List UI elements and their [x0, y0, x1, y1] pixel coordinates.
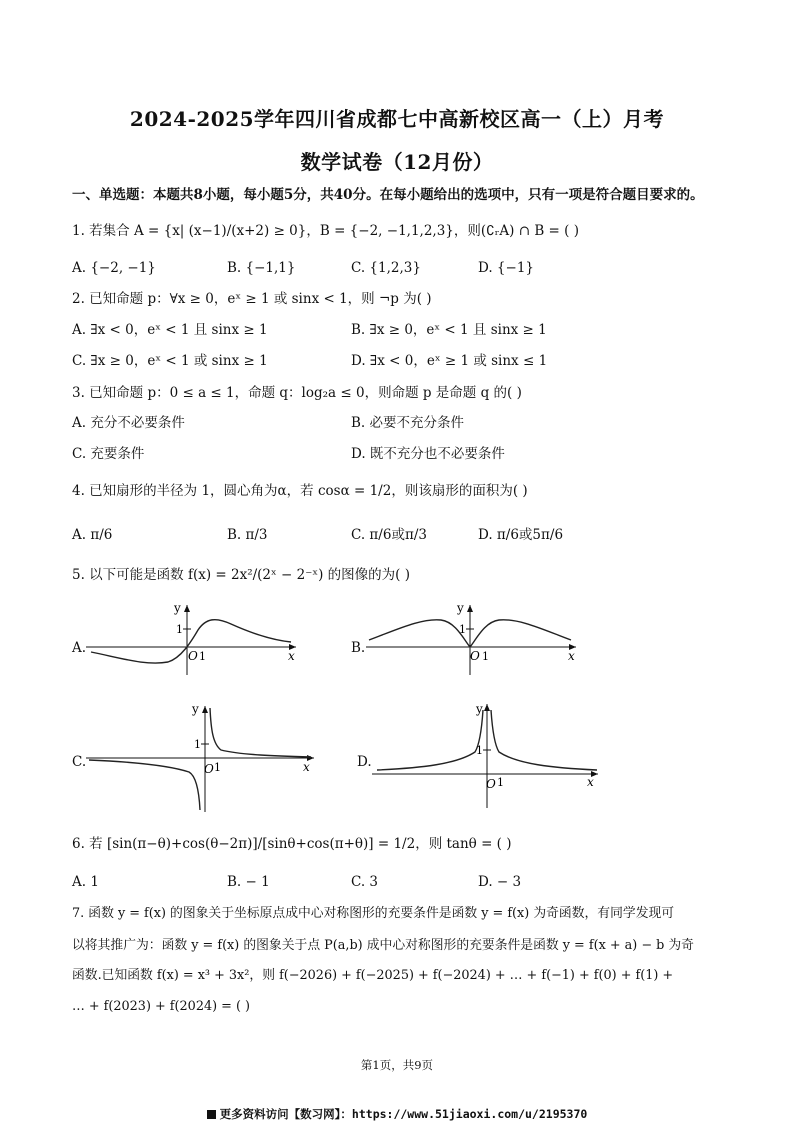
- graph-a-x-label: x: [288, 649, 295, 663]
- graph-c-one-label: 1: [194, 738, 201, 751]
- graph-b-y-label: y: [457, 601, 464, 615]
- flag-icon: [207, 1110, 216, 1119]
- q6-option-d: D. − 3: [478, 874, 522, 890]
- question-7-line-1: 7. 函数 y = f(x) 的图象关于坐标原点成中心对称图形的充要条件是函数 y = f(x) 为奇函数，有同学发现可: [72, 906, 675, 921]
- q4-option-d: D. π/6或5π/6: [478, 527, 564, 543]
- q2-option-c: C. ∃x ≥ 0，eˣ < 1 或 sinx ≥ 1: [72, 353, 268, 369]
- graph-a-origin: O: [188, 649, 198, 663]
- graph-c-x-one-label: 1: [214, 761, 221, 774]
- question-7-line-2: 以将其推广为：函数 y = f(x) 的图象关于点 P(a,b) 成中心对称图形的充要条件是函数 y = f(x + a) − b 为奇: [72, 938, 694, 953]
- graph-b-origin: O: [470, 649, 480, 663]
- graph-d-y-label: y: [476, 702, 483, 716]
- graph-d-one-label: 1: [476, 744, 483, 757]
- q3-option-b: B. 必要不充分条件: [351, 415, 465, 431]
- graph-b-x-one-label: 1: [482, 650, 489, 663]
- question-7-line-3: 函数.已知函数 f(x) = x³ + 3x²，则 f(−2026) + f(−2025) + f(−2024) + … + f(−1) + f(0) + f(1) +: [72, 968, 674, 983]
- q2-option-b: B. ∃x ≥ 0，eˣ < 1 且 sinx ≥ 1: [351, 322, 547, 338]
- question-1-stem: 1. 若集合 A = {x| (x−1)/(x+2) ≥ 0}，B = {−2, −1,1,2,3}，则(∁ᵣA) ∩ B = ( ): [72, 223, 579, 239]
- q5-option-b: B.: [351, 640, 366, 656]
- question-5-stem: 5. 以下可能是函数 f(x) = 2x²/(2ˣ − 2⁻ˣ) 的图像的为( ): [72, 567, 410, 583]
- graph-d-x-one-label: 1: [497, 776, 504, 789]
- graph-b-one-label: 1: [459, 623, 466, 636]
- exam-title: 2024-2025学年四川省成都七中高新校区高一（上）月考: [129, 107, 665, 131]
- page-number: 第1页，共9页: [360, 1058, 434, 1072]
- q1-option-c: C. {1,2,3}: [351, 260, 421, 276]
- q5-option-c: C.: [72, 754, 87, 770]
- graph-c: [86, 700, 326, 815]
- graph-a: [86, 600, 306, 680]
- q6-option-b: B. − 1: [227, 874, 270, 890]
- q6-option-c: C. 3: [351, 874, 379, 890]
- graph-a-one-label: 1: [176, 623, 183, 636]
- graph-d: [372, 700, 612, 815]
- resource-link[interactable]: [0, 1106, 794, 1122]
- q2-option-a: A. ∃x < 0，eˣ < 1 且 sinx ≥ 1: [72, 322, 268, 338]
- exam-subtitle: 数学试卷（12月份）: [300, 150, 494, 174]
- graph-c-y-label: y: [192, 702, 199, 716]
- q3-option-a: A. 充分不必要条件: [72, 415, 185, 431]
- q4-option-c: C. π/6或π/3: [351, 527, 427, 543]
- q3-option-c: C. 充要条件: [72, 446, 145, 462]
- graph-d-x-label: x: [587, 775, 594, 789]
- section-heading: 一、单选题：本题共8小题，每小题5分，共40分。在每小题给出的选项中，只有一项是符合题目要求的。: [72, 187, 704, 203]
- graph-a-y-label: y: [174, 601, 181, 615]
- graph-d-origin: O: [486, 777, 496, 791]
- q4-option-b: B. π/3: [227, 527, 268, 543]
- question-2-stem: 2. 已知命题 p：∀x ≥ 0，eˣ ≥ 1 或 sinx < 1，则 ¬p 为( ): [72, 291, 432, 307]
- q4-option-a: A. π/6: [72, 527, 113, 543]
- graph-a-x-one-label: 1: [199, 650, 206, 663]
- graph-c-x-label: x: [303, 760, 310, 774]
- q1-option-d: D. {−1}: [478, 260, 535, 276]
- q3-option-d: D. 既不充分也不必要条件: [351, 446, 505, 462]
- graph-b: [366, 600, 586, 680]
- graph-c-origin: O: [204, 762, 214, 776]
- resource-link-text[interactable]: 更多资料访问【数习网】：https://www.51jiaoxi.com/u/2195370: [219, 1107, 588, 1121]
- q5-option-a: A.: [72, 640, 87, 656]
- question-3-stem: 3. 已知命题 p：0 ≤ a ≤ 1，命题 q：log₂a ≤ 0，则命题 p 是命题 q 的( ): [72, 385, 522, 401]
- graph-b-x-label: x: [568, 649, 575, 663]
- q2-option-d: D. ∃x < 0，eˣ ≥ 1 或 sinx ≤ 1: [351, 353, 548, 369]
- q1-option-b: B. {−1,1}: [227, 260, 296, 276]
- question-7-line-4: … + f(2023) + f(2024) = ( ): [72, 999, 251, 1014]
- question-4-stem: 4. 已知扇形的半径为 1，圆心角为α，若 cosα = 1/2，则该扇形的面积为( ): [72, 483, 528, 499]
- question-6-stem: 6. 若 [sin(π−θ)+cos(θ−2π)]/[sinθ+cos(π+θ)] = 1/2，则 tanθ = ( ): [72, 836, 512, 852]
- q5-option-d: D.: [357, 754, 372, 770]
- q1-option-a: A. {−2, −1}: [72, 260, 156, 276]
- q6-option-a: A. 1: [72, 874, 99, 890]
